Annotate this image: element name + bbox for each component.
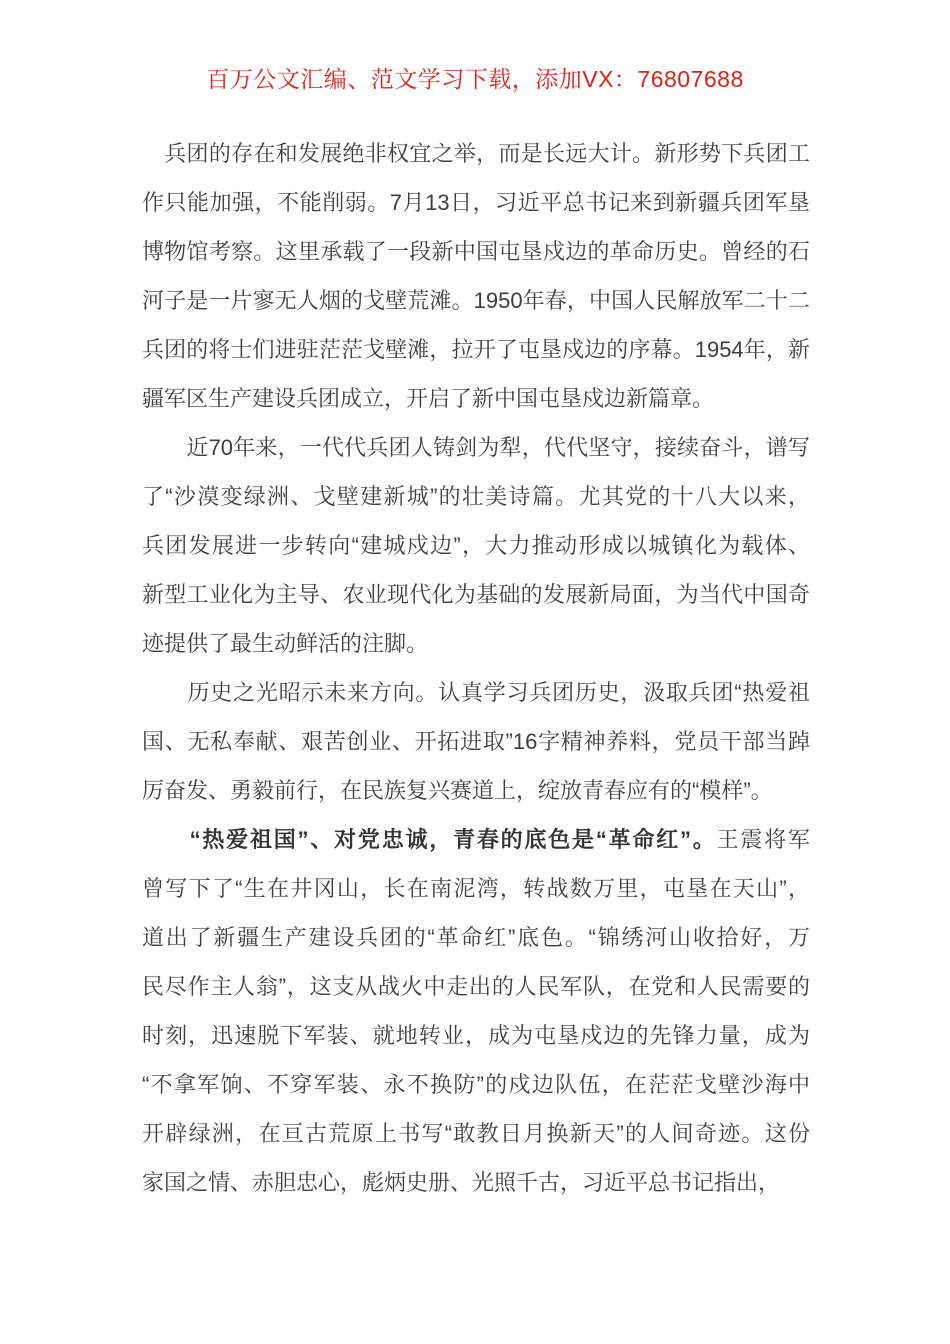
text-run: 迹提供了最生动鲜活的注脚。 <box>142 631 429 656</box>
text-line <box>142 864 810 913</box>
text-run: 兵团发展进一步转向“建城戍边”，大力推动形成以城镇化为载体、 <box>142 533 810 558</box>
text-line <box>142 717 810 766</box>
text-run: “不拿军饷、不穿军装、永不换防”的戍边队伍，在茫茫戈壁沙海中 <box>142 1072 810 1097</box>
text-run: 兵团的将士们进驻茫茫戈壁滩，拉开了屯垦戍边的序幕。1954年，新 <box>142 337 810 362</box>
text-run: 新型工业化为主导、农业现代化为基础的发展新局面，为当代中国奇 <box>142 582 810 607</box>
text-line <box>142 570 810 619</box>
text-line <box>142 815 810 864</box>
text-line <box>142 178 810 227</box>
text-line <box>142 1109 810 1158</box>
text-line <box>142 374 810 423</box>
text-line <box>142 325 810 374</box>
paragraph <box>142 668 810 815</box>
text-line <box>142 521 810 570</box>
text-line <box>142 227 810 276</box>
text-run: 博物馆考察。这里承载了一段新中国屯垦戍边的革命历史。曾经的石 <box>142 239 810 264</box>
text-run: 疆军区生产建设兵团成立，开启了新中国屯垦戍边新篇章。 <box>142 386 715 411</box>
text-run: 作只能加强，不能削弱。7月13日，习近平总书记来到新疆兵团军垦 <box>142 190 810 215</box>
text-run: 家国之情、赤胆忠心，彪炳史册、光照千古，习近平总书记指出， <box>142 1170 781 1195</box>
text-line <box>142 913 810 962</box>
text-run: 民尽作主人翁”，这支从战火中走出的人民军队，在党和人民需要的 <box>142 974 810 999</box>
text-line <box>142 472 810 521</box>
text-run: 曾写下了“生在井冈山，长在南泥湾，转战数万里，屯垦在天山”， <box>142 876 810 901</box>
text-line <box>142 1060 810 1109</box>
text-run: 开辟绿洲，在亘古荒原上书写“敢教日月换新天”的人间奇迹。这份 <box>142 1121 810 1146</box>
text-run: 王震将军 <box>716 827 810 852</box>
text-line <box>142 619 810 668</box>
text-line <box>142 1158 810 1207</box>
text-line <box>142 276 810 325</box>
document-body <box>142 129 810 1207</box>
header-notice: 百万公文汇编、范文学习下载，添加VX：76807688 <box>206 66 744 92</box>
text-line <box>142 423 810 472</box>
text-run: 国、无私奉献、艰苦创业、开拓进取”16字精神养料，党员干部当踔 <box>142 729 810 754</box>
text-line <box>142 1011 810 1060</box>
paragraph <box>142 423 810 668</box>
text-run: 河子是一片寥无人烟的戈壁荒滩。1950年春，中国人民解放军二十二 <box>142 288 810 313</box>
text-line <box>142 766 810 815</box>
text-run: 时刻，迅速脱下军装、就地转业，成为屯垦戍边的先锋力量，成为 <box>142 1023 810 1048</box>
text-line <box>142 129 810 178</box>
paragraph <box>142 129 810 423</box>
text-run: 历史之光昭示未来方向。认真学习兵团历史，汲取兵团“热爱祖 <box>142 680 810 705</box>
text-line <box>142 962 810 1011</box>
text-line <box>142 668 810 717</box>
text-run: 近70年来，一代代兵团人铸剑为犁，代代坚守，接续奋斗，谱写 <box>142 435 810 460</box>
text-run: 兵团的存在和发展绝非权宜之举，而是长远大计。新形势下兵团工 <box>142 141 810 166</box>
paragraph <box>142 815 810 1207</box>
text-run: 道出了新疆生产建设兵团的“革命红”底色。“锦绣河山收拾好，万 <box>142 925 810 950</box>
text-run: 了“沙漠变绿洲、戈壁建新城”的壮美诗篇。尤其党的十八大以来， <box>142 484 810 509</box>
text-run: 厉奋发、勇毅前行，在民族复兴赛道上，绽放青春应有的“模样”。 <box>142 778 773 803</box>
bold-text-run: “热爱祖国”、对党忠诚，青春的底色是“革命红”。 <box>142 827 717 852</box>
